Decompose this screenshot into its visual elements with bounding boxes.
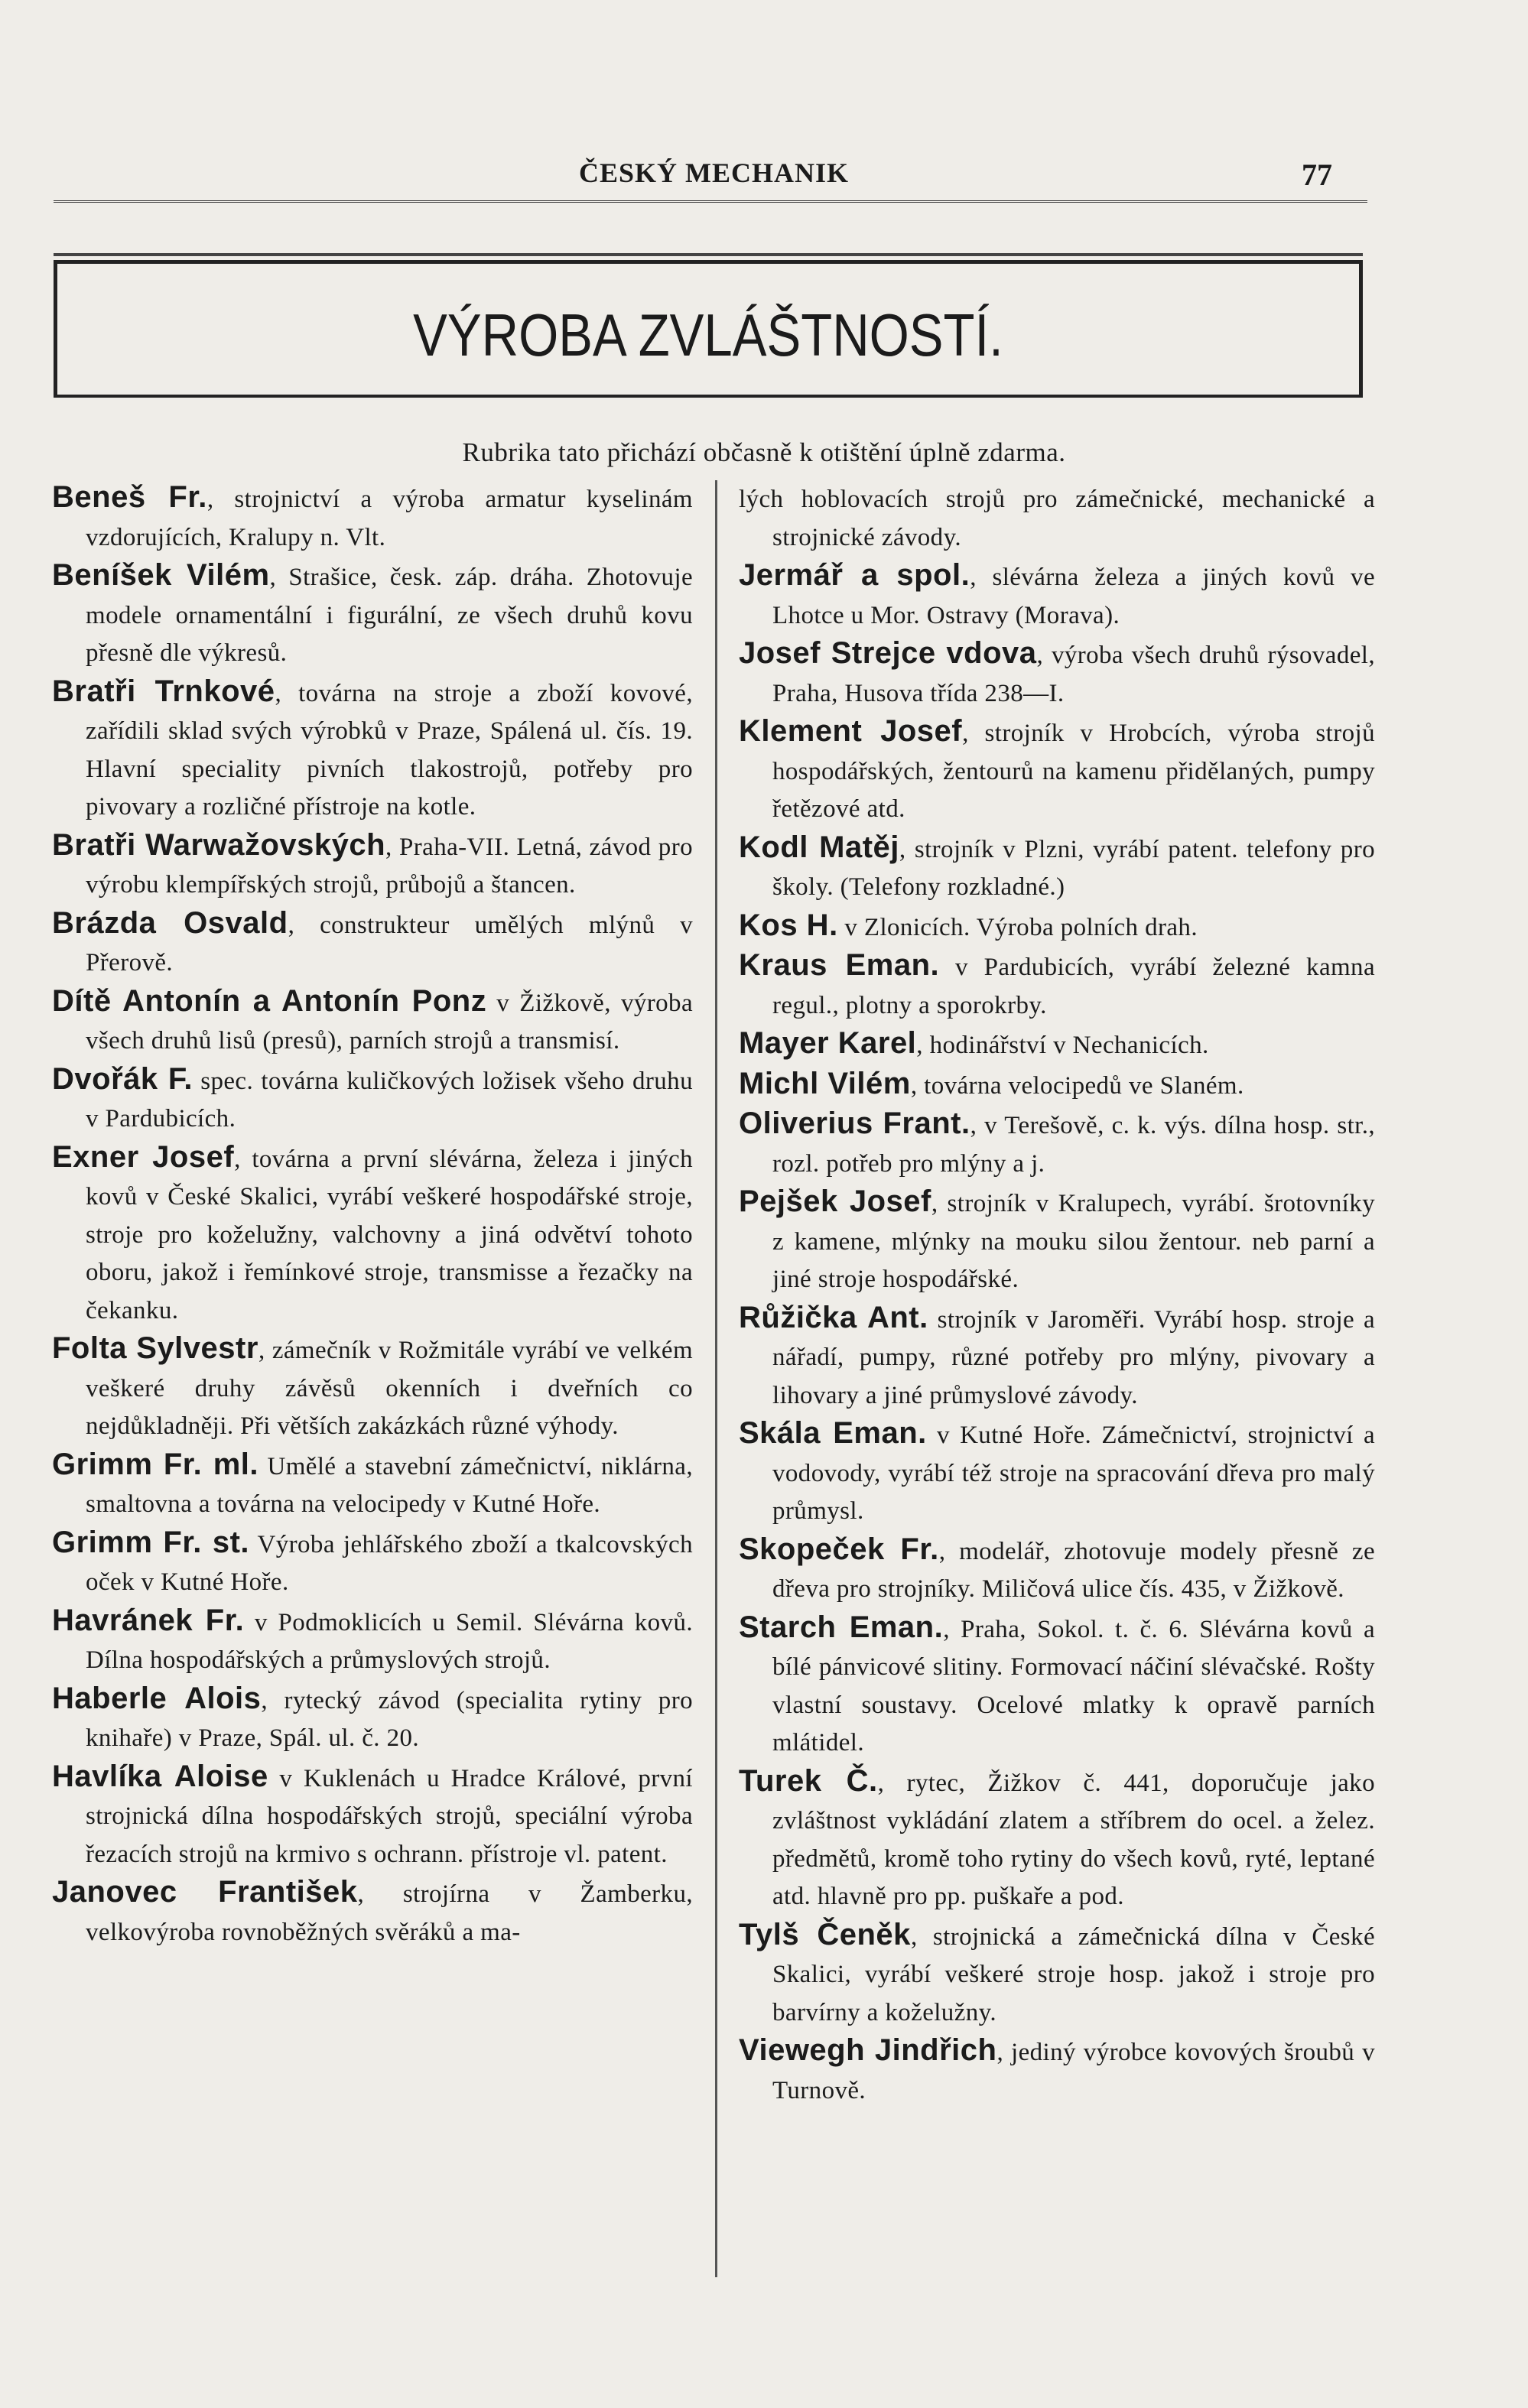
entry-desc: , jediný výrobce kovových šroubů v Turnově. <box>772 2039 1375 2104</box>
entry-name: Exner Josef <box>52 1139 235 1174</box>
list-item <box>52 1524 693 1602</box>
section-title-box <box>54 260 1363 398</box>
entry-name: Havránek Fr. <box>52 1603 245 1637</box>
list-item <box>52 1061 693 1139</box>
list-item <box>739 479 1375 557</box>
entry-name: Beníšek Vilém <box>52 558 270 592</box>
entry-name: Beneš Fr. <box>52 480 207 514</box>
entry-name: Jermář a spol. <box>739 558 970 592</box>
list-item <box>739 1183 1375 1299</box>
list-item <box>52 1330 693 1446</box>
entry-name: Skála Eman. <box>739 1416 927 1450</box>
entry-name: Mayer Karel <box>739 1026 917 1060</box>
entry-name: Michl Vilém <box>739 1066 911 1100</box>
entry-desc: lých hoblovacích strojů pro zámečnické, mechanické a strojnické závody. <box>739 486 1375 551</box>
entry-desc: , Strašice, česk. záp. dráha. Zhotovuje modele ornamentální i figurální, ze všech druhů kovu přesně dle výkresů. <box>86 564 694 667</box>
list-item <box>739 947 1375 1025</box>
entry-desc: v Pardubicích, vyrábí železné kamna regul., plotny a sporokrby. <box>772 954 1376 1019</box>
list-item <box>739 1025 1375 1065</box>
page-number: 77 <box>1302 158 1332 192</box>
list-item <box>739 1531 1375 1609</box>
entry-desc: v Kutné Hoře. Zámečnictví, strojnictví a vodovody, vyrábí též stroje na spracování dřeva pro malý průmysl. <box>772 1422 1375 1525</box>
entry-name: Janovec František <box>52 1875 358 1909</box>
journal-title: ČESKÝ MECHANIK <box>579 158 850 188</box>
list-item <box>52 479 693 557</box>
entry-desc: , strojník v Kralupech, vyrábí. šrotovníky z kamene, mlýnky na mouku silou žentour. neb parní a jiné stroje hospodářské. <box>772 1190 1375 1293</box>
entry-desc: , strojnictví a výroba armatur kyselinám vzdorujících, Kralupy n. Vlt. <box>86 486 694 551</box>
entry-name: Bratři Warwažovských <box>52 827 386 862</box>
list-item <box>739 713 1375 829</box>
entry-desc: , Praha-VII. Letná, závod pro výrobu klempířských strojů, průbojů a štancen. <box>86 833 693 899</box>
entry-name: Havlíka Aloise <box>52 1759 268 1793</box>
list-item <box>739 635 1375 713</box>
list-item <box>52 673 693 827</box>
entry-name: Haberle Alois <box>52 1681 262 1715</box>
entry-desc: , továrna a první slévárna, železa i jiných kovů v České Skalici, vyrábí veškeré hospodářské stroje, stroje pro koželužny, valchovny a jiná odvětví tohoto oboru, jakož i řemínkové stroje, transmisse a řezačky na čekanku. <box>86 1145 693 1324</box>
entry-desc: , výroba všech druhů rýsovadel, Praha, Husova třída 238—I. <box>772 642 1375 707</box>
list-item <box>739 1105 1375 1183</box>
right-column <box>739 479 1375 2110</box>
entry-desc: , strojník v Hrobcích, výroba strojů hospodářských, žentourů na kamenu přidělaných, pumpy řetězové atd. <box>772 720 1376 823</box>
list-item <box>52 1602 693 1680</box>
entry-desc: , rytec, Žižkov č. 441, doporučuje jako zvláštnost vykládání zlatem a stříbrem do ocel. a želez. předmětů, kromě toho rytiny do všech kovů, ryté, leptané atd. hlavně pro pp. puškaře a pod. <box>772 1769 1375 1910</box>
entry-name: Oliverius Frant. <box>739 1107 970 1140</box>
entry-desc: , v Terešově, c. k. výs. dílna hosp. str., rozl. potřeb pro mlýny a j. <box>772 1112 1376 1178</box>
entry-name: Skopeček Fr. <box>739 1532 939 1566</box>
entry-name: Kraus Eman. <box>739 948 940 982</box>
section-title: VÝROBA ZVLÁŠTNOSTÍ. <box>413 301 1003 369</box>
entry-name: Klement Josef <box>739 714 963 748</box>
entry-desc: v Kuklenách u Hradce Králové, první strojnická dílna hospodářských strojů, speciální výroba řezacích strojů na krmivo s ochrann. přístroje vl. patent. <box>86 1764 694 1868</box>
list-item <box>739 1609 1375 1763</box>
entry-desc: , hodinářství v Nechanicích. <box>916 1032 1209 1059</box>
entry-name: Bratři Trnkové <box>52 674 275 708</box>
entry-desc: strojník v Jaroměři. Vyrábí hosp. stroje a nářadí, pumpy, různé potřeby pro mlýny, pivovary a lihovary a jiné průmyslové závody. <box>772 1305 1375 1409</box>
column-divider <box>715 480 717 2277</box>
entry-name: Josef Strejce vdova <box>739 636 1037 670</box>
entry-name: Viewegh Jindřich <box>739 2033 997 2067</box>
entry-name: Grimm Fr. st. <box>52 1525 250 1559</box>
entry-desc: , továrna na stroje a zboží kovové, zařídili sklad svých výrobků v Praze, Spálená ul. čís. 19. Hlavní speciality pivních tlakostrojů, potřeby pro pivovary a rozličné přístroje na kotle. <box>86 679 693 821</box>
list-item <box>739 557 1375 635</box>
list-item <box>739 1763 1375 1916</box>
list-item <box>739 2032 1375 2110</box>
entry-desc: , Praha, Sokol. t. č. 6. Slévárna kovů a bílé pánvicové slitiny. Formovací náčiní slévačské. Rošty vlastní soustavy. Ocelové mlatky k opravě parních mlátidel. <box>772 1615 1375 1756</box>
entry-name: Kodl Matěj <box>739 830 899 864</box>
list-item <box>52 1680 693 1758</box>
entry-desc: v Zlonicích. Výroba polních drah. <box>837 913 1198 941</box>
list-item <box>52 827 693 905</box>
list-item <box>739 829 1375 907</box>
list-item <box>739 907 1375 947</box>
entry-name: Kos H. <box>739 908 838 942</box>
list-item <box>52 557 693 673</box>
entry-desc: Výroba jehlářského zboží a tkalcovských oček v Kutné Hoře. <box>86 1530 693 1596</box>
entry-desc: , továrna velocipedů ve Slaném. <box>910 1071 1244 1100</box>
entry-desc: , slévárna železa a jiných kovů ve Lhotce u Mor. Ostravy (Morava). <box>772 564 1375 629</box>
entry-name: Turek Č. <box>739 1763 878 1798</box>
list-item <box>739 1916 1375 2033</box>
list-item <box>739 1415 1375 1531</box>
entry-desc: , strojírna v Žamberku, velkovýroba rovnoběžných svěráků a ma- <box>86 1880 693 1946</box>
entry-name: Grimm Fr. ml. <box>52 1447 258 1481</box>
entry-desc: , modelář, zhotovuje modely přesně ze dřeva pro strojníky. Miličová ulice čís. 435, v Žižkově. <box>772 1537 1375 1603</box>
entry-name: Růžička Ant. <box>739 1300 928 1334</box>
entry-desc: , zámečník v Rožmitále vyrábí ve velkém veškeré druhy závěsů okenních i dveřních co nejdůkladněji. Při větších zakázkách různé výhody. <box>86 1337 694 1440</box>
list-item <box>739 1299 1375 1415</box>
entry-name: Dítě Antonín a Antonín Ponz <box>52 983 487 1018</box>
header-rule <box>54 200 1367 203</box>
entry-desc: , construkteur umělých mlýnů v Přerově. <box>86 911 693 977</box>
entry-name: Tylš Čeněk <box>739 1917 911 1951</box>
running-header <box>0 157 1528 203</box>
intro-note: Rubrika tato přichází občasně k otištění úplně zdarma. <box>462 437 1066 467</box>
entry-desc: v Podmoklicích u Semil. Slévárna kovů. Dílna hospodářských a průmyslových strojů. <box>86 1608 693 1674</box>
list-item <box>52 1758 693 1874</box>
entry-desc: , rytecký závod (specialita rytiny pro knihaře) v Praze, Spál. ul. č. 20. <box>86 1686 693 1752</box>
list-item <box>52 1139 693 1331</box>
list-item <box>52 1446 693 1524</box>
entry-desc: , strojnická a zámečnická dílna v České Skalici, vyrábí veškeré stroje hosp. jakož i stroje pro barvírny a koželužny. <box>772 1922 1375 2026</box>
entry-name: Brázda Osvald <box>52 905 288 940</box>
entry-name: Dvořák F. <box>52 1061 193 1096</box>
list-item <box>52 983 693 1061</box>
entry-name: Starch Eman. <box>739 1610 944 1644</box>
entry-desc: v Žižkově, výroba všech druhů lisů (presů), parních strojů a transmisí. <box>86 989 693 1055</box>
list-item <box>52 1873 693 1951</box>
list-item <box>52 905 693 983</box>
list-item <box>739 1065 1375 1106</box>
entry-name: Pejšek Josef <box>739 1185 931 1218</box>
entry-desc: spec. továrna kuličkových ložisek všeho druhu v Pardubicích. <box>86 1067 693 1133</box>
entry-name: Folta Sylvestr <box>52 1331 258 1365</box>
entry-desc: Umělé a stavební zámečnictví, niklárna, smaltovna a továrna na velocipedy v Kutné Hoře. <box>86 1452 693 1518</box>
left-column <box>52 479 693 1951</box>
entry-desc: , strojník v Plzni, vyrábí patent. telefony pro školy. (Telefony rozkladné.) <box>772 835 1375 901</box>
